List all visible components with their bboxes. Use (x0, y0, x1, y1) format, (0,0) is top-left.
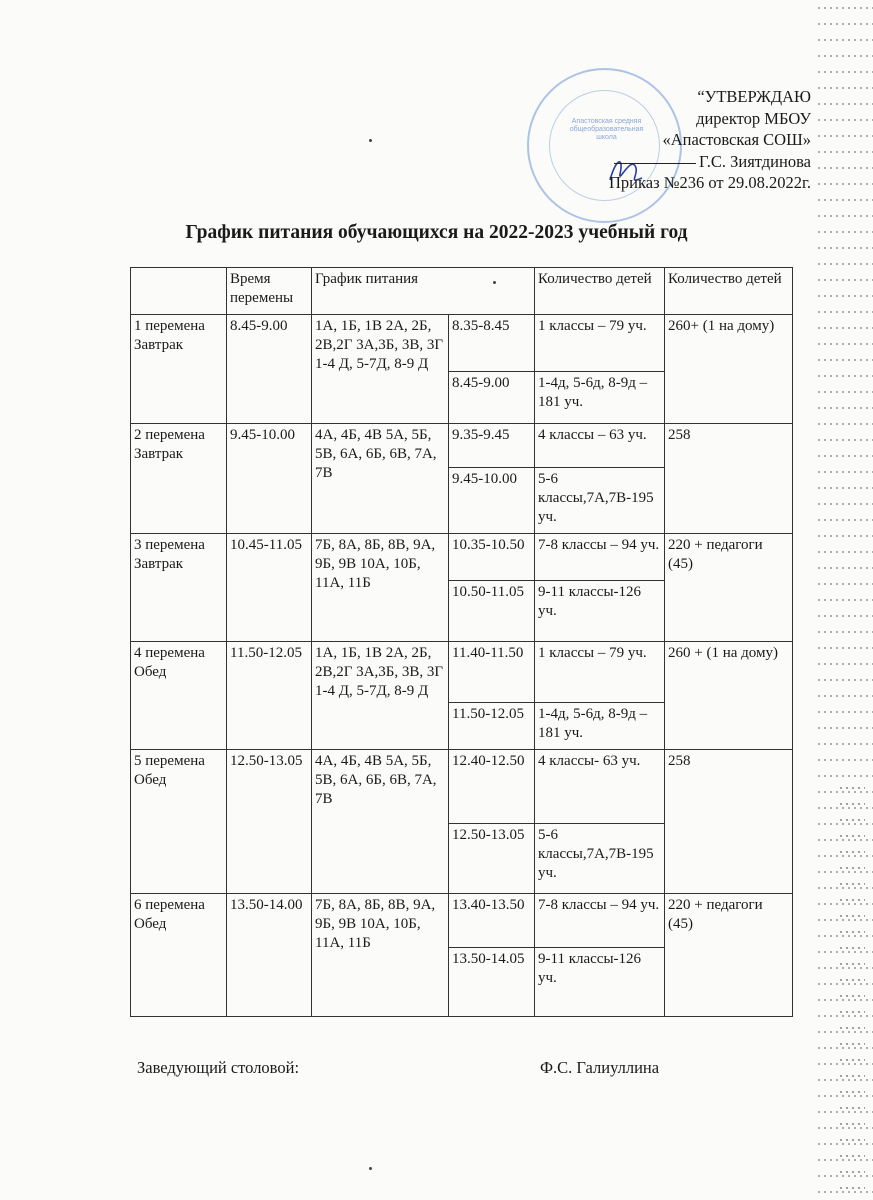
table-row (131, 315, 793, 372)
period-cell: 4 перемена Обед (131, 642, 227, 750)
subtime-cell: 11.40-11.50 (449, 642, 535, 703)
table-row (131, 642, 793, 703)
count-cell: 1-4д, 5-6д, 8-9д – 181 уч. (535, 703, 665, 750)
approval-order: Приказ №236 от 29.08.2022г. (609, 173, 811, 192)
classes-cell: 4А, 4Б, 4В 5А, 5Б, 5В, 6А, 6Б, 6В, 7А, 7В (312, 424, 449, 534)
time-cell: 9.45-10.00 (227, 424, 312, 534)
header-cell: Количество детей (535, 268, 665, 315)
subtime-cell: 9.35-9.45 (449, 424, 535, 468)
table-row (131, 424, 793, 468)
count-cell: 1 классы – 79 уч. (535, 642, 665, 703)
table-row (131, 894, 793, 948)
approval-line: “УТВЕРЖДАЮ (697, 87, 811, 106)
subtime-cell: 11.50-12.05 (449, 703, 535, 750)
scan-noise (840, 780, 865, 1200)
count-cell: 7-8 классы – 94 уч. (535, 894, 665, 948)
approval-line: «Апастовская СОШ» (662, 130, 811, 149)
period-cell: 5 перемена Обед (131, 750, 227, 894)
period-cell: 1 перемена Завтрак (131, 315, 227, 424)
header-cell: Количество детей (665, 268, 793, 315)
count-cell: 1-4д, 5-6д, 8-9д – 181 уч. (535, 372, 665, 424)
period-cell: 3 перемена Завтрак (131, 534, 227, 642)
total-cell: 260+ (1 на дому) (665, 315, 793, 424)
count-cell: 7-8 классы – 94 уч. (535, 534, 665, 581)
subtime-cell: 10.50-11.05 (449, 581, 535, 642)
subtime-cell: 8.35-8.45 (449, 315, 535, 372)
total-cell: 260 + (1 на дому) (665, 642, 793, 750)
total-cell: 258 (665, 424, 793, 534)
time-cell: 10.45-11.05 (227, 534, 312, 642)
count-cell: 4 классы – 63 уч. (535, 424, 665, 468)
subtime-cell: 13.50-14.05 (449, 948, 535, 1017)
subtime-cell: 13.40-13.50 (449, 894, 535, 948)
time-cell: 13.50-14.00 (227, 894, 312, 1017)
header-cell-empty (131, 268, 227, 315)
count-cell: 9-11 классы-126 уч. (535, 581, 665, 642)
subtime-cell: 8.45-9.00 (449, 372, 535, 424)
header-cell: Время перемены (227, 268, 312, 315)
period-cell: 2 перемена Завтрак (131, 424, 227, 534)
table-row (131, 534, 793, 581)
table-row (131, 750, 793, 824)
count-cell: 5-6 классы,7А,7В-195 уч. (535, 468, 665, 534)
approval-block (511, 86, 811, 194)
subtime-cell: 10.35-10.50 (449, 534, 535, 581)
count-cell: 9-11 классы-126 уч. (535, 948, 665, 1017)
time-cell: 12.50-13.05 (227, 750, 312, 894)
stamp-text: Апастовская средняя общеобразовательная школа (569, 118, 644, 141)
total-cell: 258 (665, 750, 793, 894)
header-cell: График питания (312, 268, 535, 315)
classes-cell: 1А, 1Б, 1В 2А, 2Б, 2В,2Г 3А,3Б, 3В, 3Г 1-4 Д, 5-7Д, 8-9 Д (312, 315, 449, 424)
footer-name: Ф.С. Галиуллина (540, 1058, 660, 1077)
subtime-cell: 12.40-12.50 (449, 750, 535, 824)
classes-cell: 1А, 1Б, 1В 2А, 2Б, 2В,2Г 3А,3Б, 3В, 3Г 1-4 Д, 5-7Д, 8-9 Д (312, 642, 449, 750)
subtime-cell: 9.45-10.00 (449, 468, 535, 534)
scan-speck (369, 1167, 372, 1170)
count-cell: 1 классы – 79 уч. (535, 315, 665, 372)
approval-line: директор МБОУ (696, 108, 811, 128)
signature-underline (614, 163, 696, 164)
count-cell: 4 классы- 63 уч. (535, 750, 665, 824)
schedule-table (130, 267, 793, 1017)
classes-cell: 7Б, 8А, 8Б, 8В, 9А, 9Б, 9В 10А, 10Б, 11А, 11Б (312, 894, 449, 1017)
director-name: Г.С. Зиятдинова (699, 151, 811, 171)
scan-speck (369, 139, 372, 142)
page-title: График питания обучающихся на 2022-2023 учебный год (185, 222, 688, 243)
total-cell: 220 + педагоги (45) (665, 534, 793, 642)
period-cell: 6 перемена Обед (131, 894, 227, 1017)
classes-cell: 7Б, 8А, 8Б, 8В, 9А, 9Б, 9В 10А, 10Б, 11А, 11Б (312, 534, 449, 642)
footer-role: Заведующий столовой: (137, 1058, 300, 1077)
time-cell: 11.50-12.05 (227, 642, 312, 750)
total-cell: 220 + педагоги (45) (665, 894, 793, 1017)
classes-cell: 4А, 4Б, 4В 5А, 5Б, 5В, 6А, 6Б, 6В, 7А, 7В (312, 750, 449, 894)
subtime-cell: 12.50-13.05 (449, 824, 535, 894)
approval-signature-line (511, 151, 811, 173)
table-header-row (131, 268, 793, 315)
count-cell: 5-6 классы,7А,7В-195 уч. (535, 824, 665, 894)
time-cell: 8.45-9.00 (227, 315, 312, 424)
